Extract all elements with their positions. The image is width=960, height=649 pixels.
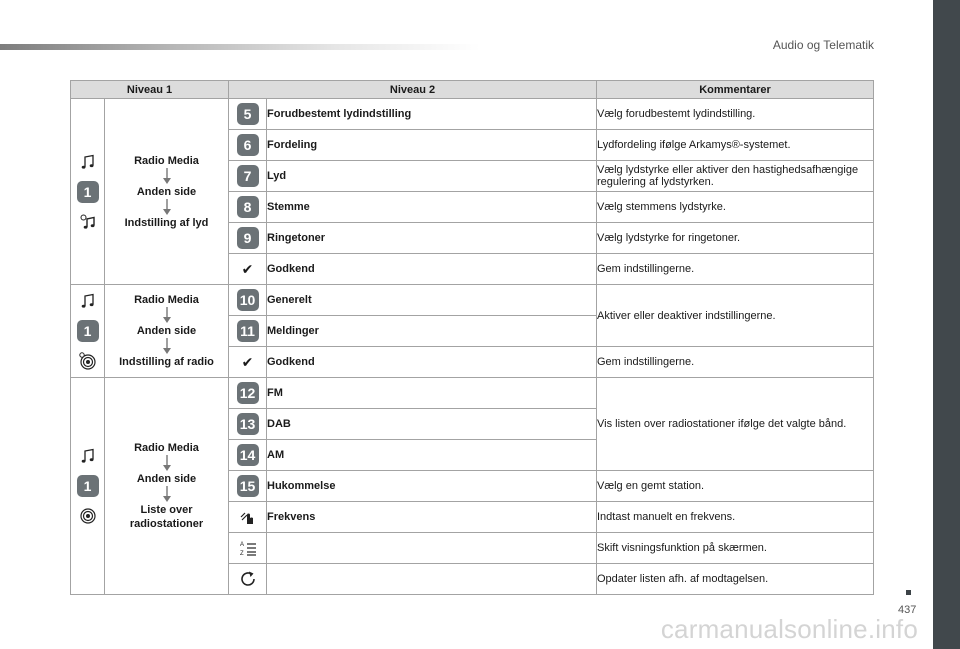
option-label: Fordeling [267, 130, 597, 161]
arrow-down-icon [162, 486, 172, 503]
svg-text:A: A [239, 542, 244, 548]
table-row [71, 285, 874, 316]
option-number [229, 409, 267, 440]
option-number [229, 130, 267, 161]
page-edge-bar [933, 0, 960, 649]
page-number: 437 [898, 604, 917, 616]
table-row [71, 378, 874, 409]
header-niveau-1: Niveau 1 [71, 81, 229, 99]
option-comment: Vælg lydstyrke for ringetoner. [597, 223, 874, 254]
option-number [229, 440, 267, 471]
option-label: Frekvens [267, 502, 597, 533]
arrow-down-icon [162, 199, 172, 216]
option-number [229, 502, 267, 533]
level1-step: Radio Media [134, 442, 199, 454]
refresh-icon [239, 570, 257, 588]
option-label: Ringetoner [267, 223, 597, 254]
level1-step: Indstilling af radio [119, 356, 214, 368]
option-number [229, 285, 267, 316]
radio-icon [79, 507, 97, 525]
option-comment: Vælg forudbestemt lydindstilling. [597, 99, 874, 130]
header-niveau-2: Niveau 2 [229, 81, 597, 99]
page-marker [906, 590, 911, 595]
level1-step: Radio Media [134, 154, 199, 167]
level1-icons [71, 285, 105, 378]
check-icon: ✔ [229, 254, 267, 285]
option-comment: Vælg lydstyrke eller aktiver den hastighedsafhængige regulering af lydstyrken. [597, 161, 874, 192]
option-comment: Vælg stemmens lydstyrke. [597, 192, 874, 223]
arrow-down-icon [162, 455, 172, 472]
svg-text:Z: Z [239, 551, 244, 557]
option-comment: Aktiver eller deaktiver indstillingerne. [597, 285, 874, 347]
radio-settings-icon [79, 352, 97, 370]
header-kommentarer: Kommentarer [597, 81, 874, 99]
level1-step: Anden side [136, 473, 197, 485]
option-label: Generelt [267, 285, 597, 316]
option-number [229, 533, 267, 564]
header-rule [0, 44, 480, 50]
option-label: Godkend [267, 254, 597, 285]
number-badge: 7 [237, 165, 259, 187]
option-comment: Gem indstillingerne. [597, 254, 874, 285]
level1-path [105, 378, 229, 595]
option-number [229, 316, 267, 347]
option-label: FM [267, 378, 597, 409]
watermark: carmanualsonline.info [660, 614, 918, 644]
music-note-icon [79, 292, 97, 310]
option-number [229, 99, 267, 130]
arrow-down-icon [162, 168, 172, 185]
level1-step: Indstilling af lyd [124, 216, 209, 229]
level1-path [105, 99, 229, 285]
level1-icons [71, 378, 105, 595]
level1-step: Radio Media [134, 294, 199, 306]
number-badge: 6 [237, 134, 259, 156]
option-number [229, 471, 267, 502]
level1-step: Anden side [136, 325, 197, 337]
number-badge: 9 [237, 227, 259, 249]
number-badge: 12 [237, 382, 259, 404]
option-label: AM [267, 440, 597, 471]
option-number [229, 223, 267, 254]
manual-frequency-icon [239, 508, 257, 526]
arrow-down-icon [162, 307, 172, 324]
arrow-down-icon [162, 338, 172, 355]
option-number [229, 564, 267, 595]
number-badge: 8 [237, 196, 259, 218]
level1-step: Liste over radiostationer [129, 504, 204, 530]
number-badge: 13 [237, 413, 259, 435]
option-label: Forudbestemt lydindstilling [267, 99, 597, 130]
table-row [71, 99, 874, 130]
number-badge: 11 [237, 320, 259, 342]
number-badge: 10 [237, 289, 259, 311]
option-comment: Lydfordeling ifølge Arkamys®-systemet. [597, 130, 874, 161]
option-label: Lyd [267, 161, 597, 192]
option-comment: Skift visningsfunktion på skærmen. [597, 533, 874, 564]
music-note-icon [79, 153, 97, 171]
number-badge: 14 [237, 444, 259, 466]
check-icon: ✔ [229, 347, 267, 378]
step-badge: 1 [77, 475, 99, 497]
step-badge: 1 [77, 181, 99, 203]
option-number [229, 192, 267, 223]
option-comment: Vælg en gemt station. [597, 471, 874, 502]
option-comment: Opdater listen afh. af modtagelsen. [597, 564, 874, 595]
option-comment: Indtast manuelt en frekvens. [597, 502, 874, 533]
music-note-icon [79, 447, 97, 465]
option-label [267, 564, 597, 595]
option-comment: Gem indstillingerne. [597, 347, 874, 378]
option-number [229, 378, 267, 409]
step-badge: 1 [77, 320, 99, 342]
level1-path [105, 285, 229, 378]
level1-icons [71, 99, 105, 285]
option-label [267, 533, 597, 564]
option-number [229, 161, 267, 192]
music-note-settings-icon [79, 213, 97, 231]
option-comment: Vis listen over radiostationer ifølge det valgte bånd. [597, 378, 874, 471]
option-label: DAB [267, 409, 597, 440]
option-label: Godkend [267, 347, 597, 378]
table-header-row [71, 81, 874, 99]
option-label: Meldinger [267, 316, 597, 347]
number-badge: 5 [237, 103, 259, 125]
option-label: Stemme [267, 192, 597, 223]
level1-step: Anden side [136, 185, 197, 198]
sort-list-icon [239, 539, 257, 557]
option-label: Hukommelse [267, 471, 597, 502]
page-header-title: Audio og Telematik [772, 38, 874, 52]
number-badge: 15 [237, 475, 259, 497]
settings-table [70, 80, 874, 595]
